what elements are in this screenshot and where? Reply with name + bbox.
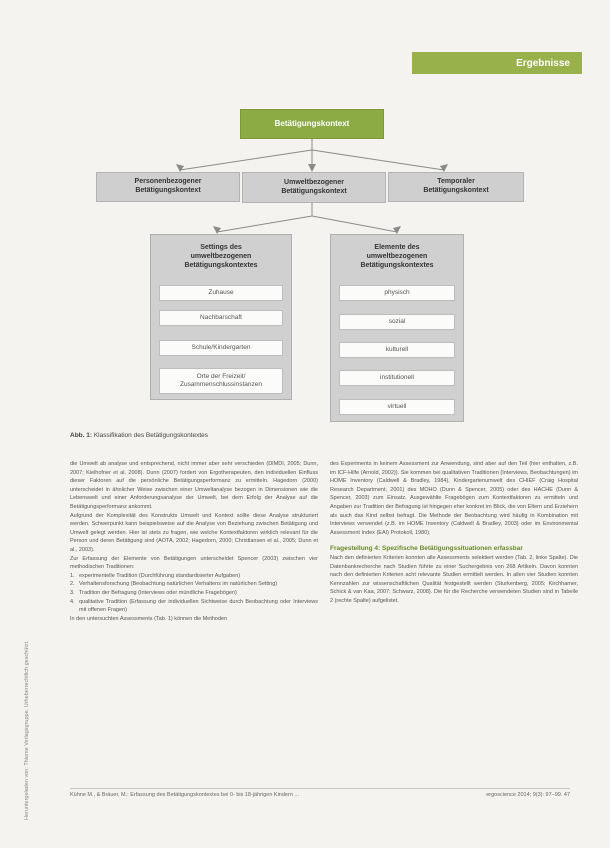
paragraph: Zur Erfassung der Elemente von Betätigungen unterscheidet Spencer (2003) zwischen vier methodischen Traditionen: [70, 555, 318, 571]
text-column-left [70, 460, 318, 623]
footer-rule [70, 788, 570, 789]
element-item: physisch [339, 285, 455, 301]
elements-panel [330, 234, 464, 422]
text-column-right [330, 460, 578, 606]
section-header: Ergebnisse [412, 52, 582, 74]
temporal-context-node: Temporaler Betätigungskontext [388, 172, 524, 202]
settings-panel [150, 234, 292, 400]
settings-panel-title: Settings des umweltbezogenen Betätigungskontextes [184, 244, 258, 270]
element-item: kulturell [339, 342, 455, 358]
figure-caption-text: Klassifikation des Betätigungskontextes [93, 432, 209, 439]
paragraph: In den untersuchten Assessments (Tab. 1) können die Methoden [70, 615, 228, 622]
list-number: 4. [70, 598, 75, 605]
setting-item: Nachbarschaft [159, 310, 283, 326]
element-item: institutionell [339, 370, 455, 386]
list-item [70, 572, 318, 581]
list-text: Tradition der Befragung (Interviews oder mündliche Fragebögen) [79, 589, 237, 596]
root-node: Betätigungskontext [240, 109, 384, 139]
section-heading: Fragestellung 4: Spezifische Betätigungssituationen erfassbar [330, 545, 523, 553]
setting-item: Orte der Freizeit/ Zusammenschlussinstanzen [159, 368, 283, 394]
setting-item: Zuhause [159, 285, 283, 301]
copyright-side-note: Heruntergeladen von: Thieme Verlagsgruppe. Urheberrechtlich geschützt. [24, 640, 30, 820]
list-text: qualitative Tradition (Erfassung der individuellen Sichtweise durch Beobachtung oder Interviews mit offenen Fragen) [79, 598, 318, 614]
figure-caption [70, 432, 208, 439]
elements-panel-title: Elemente des umweltbezogenen Betätigungskontextes [360, 244, 434, 270]
paragraph: Nach den definierten Kriterien konnten alle Assessments selektiert werden (Tab. 2, linke Spalte). Die Datenbankrecherche nach Studien führte zu einer Suchergebnis von 268 Artikeln. Davon konnten nach den definierten Kriterien acht relevante Studien ermittelt werden. In allen vier Studien konnten Kennzahlen zur wissenschaftlichen Qualität festgestellt werden (Sturkenberg, 2005; Kirchhamer, Schick & van Kaa, 2007; Schwarz, 2008). Die für die Recherche verwendeten Studien sind in Tabelle 2 (rechte Spalte) aufgelistet. [330, 554, 578, 604]
list-item [70, 580, 318, 589]
paragraph: des Experiments in keinem Assessment zur Anwendung, sind aber auf den Teil (hier enthalten, z.B. im ICF-Hilfe (Arnold, 2002)). Sie kommen bei qualitativen Traditionen (Interviews, Beobachtungen) im HOME Inventory (Caldwell & Bradley, 1984), Kindergartenumwelt des CHIEF (Craig Hospital Research Department, 2001) des MOHO (Dunn & Spencer, 2005) oder des HACHE (Dunn & Spencer, 2003) zum Einsatz. Ausgewählte Fragebögen zum Kontextfaktoren zu ermitteln und Angaben zur Tradition der Befragung ist hingegen eher konkret im Blick, die von Eltern und Erziehern als auch das Kind selbst befragt. Die Methode der Beobachtung wird häufig in Kombination mit Interviews verwendet (z.B. im HOME Inventory (Caldwell & Bradley, 2003) oder im Environmental Assessment Index (EAI) Protokoll, 1980). [330, 461, 578, 536]
setting-item: Schule/Kindergarten [159, 340, 283, 356]
list-item [70, 598, 318, 615]
list-number: 2. [70, 581, 75, 588]
list-text: experimentelle Tradition (Durchführung standardisierter Aufgaben) [79, 572, 241, 579]
list-text: Verhaltensforschung (Beobachtung natürlichen Verhaltens im natürlichen Setting) [79, 581, 278, 588]
footer-citation: Kühne M., & Bräuer, M.: Erfassung des Betätigungskontextes bei 0- bis 18-jährigen Kindern ... [70, 792, 299, 798]
element-item: sozial [339, 314, 455, 330]
environmental-context-node: Umweltbezogener Betätigungskontext [242, 172, 386, 203]
footer-page-ref: ergoscience 2014; 9(3): 97–99. 47 [486, 792, 570, 798]
list-number: 3. [70, 589, 75, 596]
paragraph: Aufgrund der Komplexität des Konstrukts Umwelt und Kontext sollte diese Analyse strukturiert werden. Schwerpunkt kann beispielsweise auf die Analyse von Beziehung zwischen Betätigung und Umwelt gelegt werden. Hier ist stets zu fragen, wie welche Kontextfaktoren wirklich relevant für die Person und deren Betätigung sind (AOTA, 2002; Hagedorn, 2000; Christiansen et al., 2005; Dunn et al., 2003). [70, 512, 318, 553]
paragraph: die Umwelt ab analyse und entsprechend, nicht immer aber sehr verschieden (DIMDI, 2005; Dunn, 2007; Kielhofner et al. 2008). Dunn (2007) fordert von Ergotherapeuten, den individuellen Einfluss dieser Faktoren auf die persönliche Betätigungsperformanz zu ermitteln. Hagedorn (2000) unterscheidet in ähnlicher Weise zwischen einer Umweltanalyse bezogen in Dimensionen wie die Lebenswelt und einer Anforderungsanalyse der Umwelt, bei dem Erfolg der Analyse auf die Betätigungsperformanz ankommt. [70, 461, 318, 510]
personal-context-node: Personenbezogener Betätigungskontext [96, 172, 240, 202]
list-number: 1. [70, 572, 75, 579]
figure-label: Abb. 1: [70, 432, 93, 439]
element-item: virtuell [339, 399, 455, 415]
list-item [70, 589, 318, 598]
